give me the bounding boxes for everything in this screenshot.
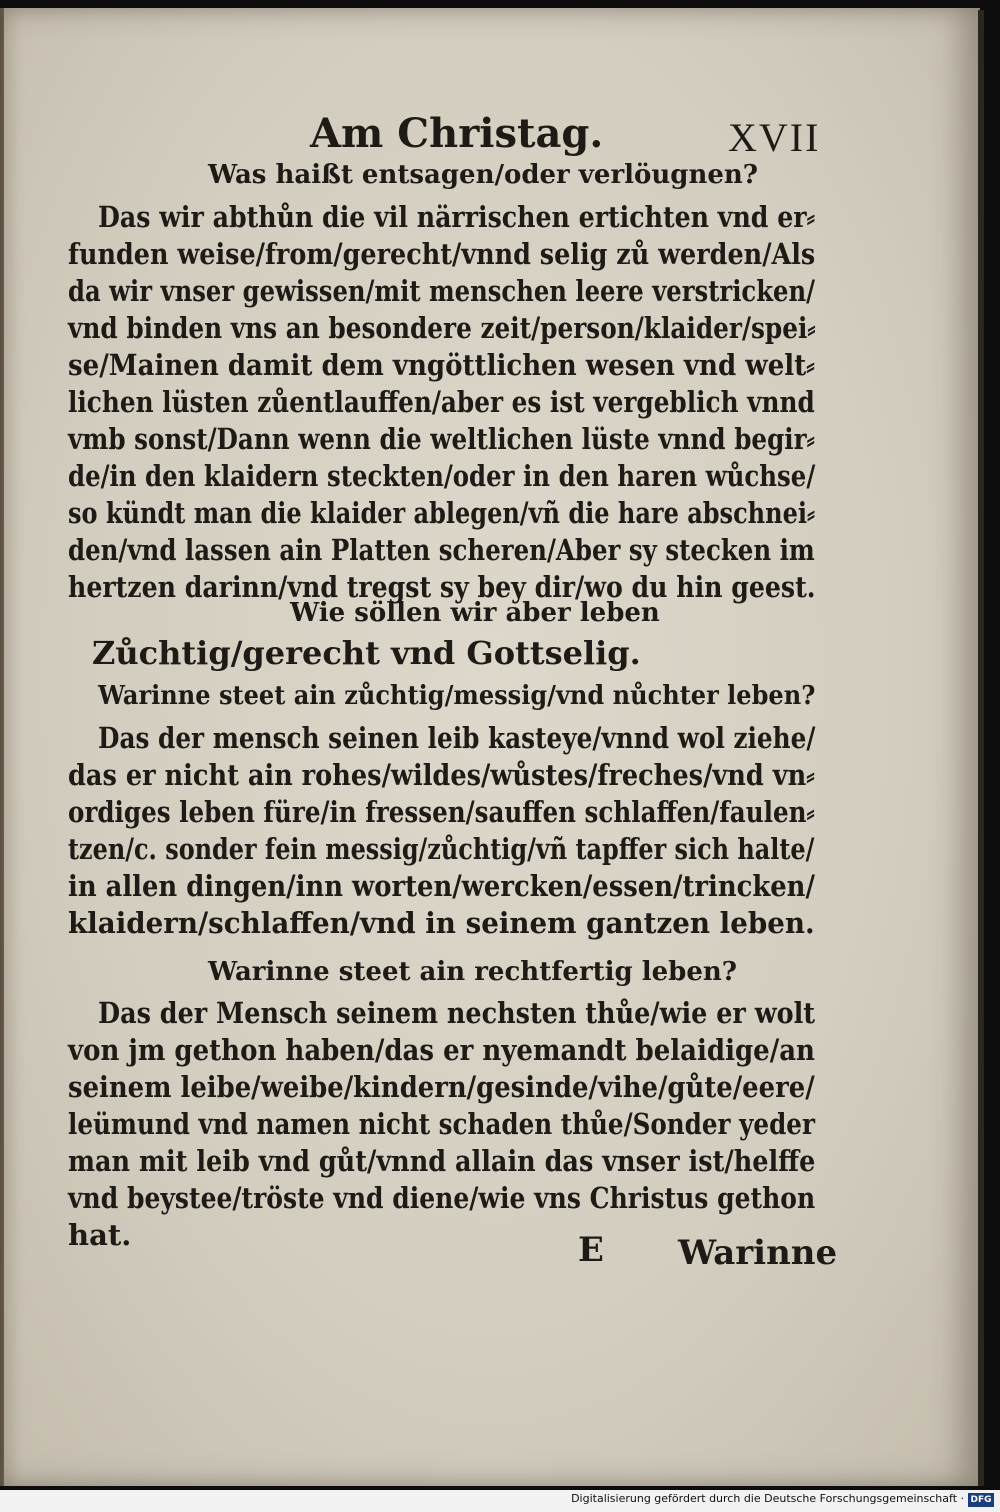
text-line: ordiges leben füre/in fressen/sauffen schlaffen/faulen⸗: [68, 795, 815, 829]
folio-number: XVII: [728, 115, 821, 160]
text-line: lichen lüsten zůentlauffen/aber es ist vergeblich vnnd: [68, 385, 815, 419]
question-heading: Was haißt entsagen/oder verlöugnen?: [208, 160, 759, 190]
question-heading: Warinne steet ain rechtfertig leben?: [208, 957, 738, 987]
question-heading: Warinne steet ain zůchtig/messig/vnd nůchter leben?: [98, 681, 816, 711]
text-line: so kündt man die klaider ablegen/vñ die hare abschnei⸗: [68, 496, 815, 530]
text-line: hat.: [68, 1218, 132, 1252]
text-line: man mit leib vnd gůt/vnnd allain das vnser ist/helffe: [68, 1144, 816, 1178]
text-line: funden weise/from/gerecht/vnnd selig zů werden/Als: [68, 237, 816, 271]
text-line: klaidern/schlaffen/vnd in seinem gantzen leben.: [68, 906, 815, 940]
text-line: vnd binden vns an besondere zeit/person/klaider/spei⸗: [68, 311, 816, 345]
text-line: den/vnd lassen ain Platten scheren/Aber sy stecken im: [68, 533, 815, 567]
text-line: vmb sonst/Dann wenn die weltlichen lüste vnnd begir⸗: [68, 422, 815, 456]
funding-credit: Digitalisierung gefördert durch die Deutsche Forschungsgemeinschaft ·: [571, 1492, 964, 1505]
catchword: Warinne: [678, 1233, 838, 1273]
text-line: das er nicht ain rohes/wildes/wůstes/freches/vnd vn⸗: [68, 758, 815, 792]
text-line: leümund vnd namen nicht schaden thůe/Sonder yeder: [68, 1107, 815, 1141]
text-line: vnd beystee/tröste vnd diene/wie vns Christus gethon: [68, 1181, 816, 1215]
text-line: da wir vnser gewissen/mit menschen leere verstricken/: [68, 274, 815, 308]
page-edge: [978, 10, 984, 1486]
text-line: de/in den klaidern steckten/oder in den haren wůchse/: [68, 459, 816, 493]
text-line: von jm gethon haben/das er nyemandt belaidige/an: [68, 1033, 815, 1067]
text-line: seinem leibe/weibe/kindern/gesinde/vihe/gůte/eere/: [68, 1070, 815, 1104]
dfg-logo-icon: DFG: [968, 1493, 994, 1507]
text-line: in allen dingen/inn worten/wercken/essen/trincken/: [68, 869, 815, 903]
signature-mark: E: [578, 1230, 604, 1270]
digitization-footer: [0, 1490, 1000, 1512]
question-heading: Wie söllen wir aber leben: [290, 598, 660, 628]
text-line: tzen/c. sonder fein messig/zůchtig/vñ tapffer sich halte/: [68, 832, 815, 866]
text-line: se/Mainen damit dem vngöttlichen wesen vnd welt⸗: [68, 348, 815, 382]
text-line: hertzen darinn/vnd tregst sy bey dir/wo du hin geest.: [68, 570, 816, 604]
running-title: Am Christag.: [310, 110, 604, 157]
answer-line: Zůchtig/gerecht vnd Gottselig.: [92, 634, 641, 672]
text-line: Das wir abthůn die vil närrischen ertichten vnd er⸗: [98, 200, 815, 234]
text-line: Das der Mensch seinem nechsten thůe/wie er wolt: [98, 996, 816, 1030]
text-line: Das der mensch seinen leib kasteye/vnnd wol ziehe/: [98, 721, 816, 755]
